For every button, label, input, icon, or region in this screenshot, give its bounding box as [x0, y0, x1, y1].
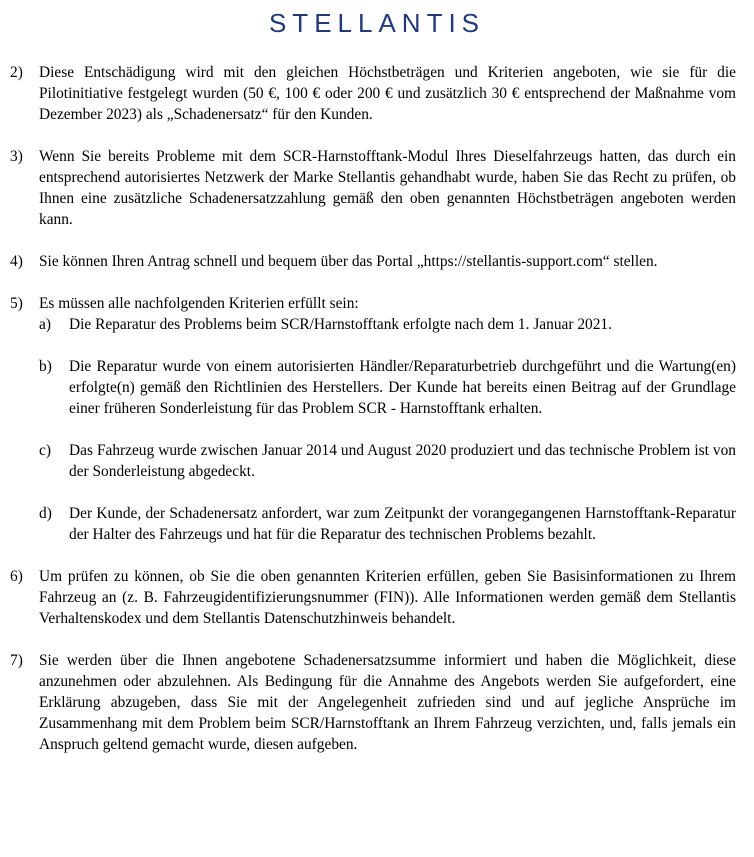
item-number: 5) — [10, 295, 23, 312]
header — [0, 0, 754, 40]
item-number: 2) — [10, 64, 23, 81]
list-item-7 — [0, 650, 754, 755]
list-item-4 — [0, 251, 754, 272]
item-text: Es müssen alle nachfolgenden Kriterien erfüllt sein: — [39, 295, 359, 312]
criterion-b — [0, 356, 754, 419]
item-number: 6) — [10, 568, 23, 585]
list-item-3 — [0, 146, 754, 230]
item-text: Diese Entschädigung wird mit den gleichen Höchstbeträgen und Kriterien angeboten, wie sie für die Pilotinitiative festgelegt wurden (50 €, 100 € oder 200 € und zusätzlich 30 € entsprechend der Maßnahme vom Dezember 2023) als „Schadenersatz“ für den Kunden. — [39, 64, 736, 123]
criterion-c — [0, 440, 754, 482]
document-body — [0, 62, 754, 776]
criterion-a — [0, 314, 754, 335]
item-number: 7) — [10, 652, 23, 669]
criterion-text: Das Fahrzeug wurde zwischen Januar 2014 und August 2020 produziert und das technische Problem ist von der Sonderleistung abgedeckt. — [69, 442, 736, 480]
list-item-2 — [0, 62, 754, 125]
item-text: Wenn Sie bereits Probleme mit dem SCR-Harnstofftank-Modul Ihres Dieselfahrzeugs hatten, das durch ein entsprechend autorisiertes Netzwerk der Marke Stellantis gehandhabt wurde, haben Sie das Recht zu prüfen, ob Ihnen eine zusätzliche Schadenersatzzahlung gemäß den oben genannten Höchstbeträgen angeboten werden kann. — [39, 148, 736, 228]
item-text: Um prüfen zu können, ob Sie die oben genannten Kriterien erfüllen, geben Sie Basisinformationen zu Ihrem Fahrzeug an (z. B. Fahrzeugidentifizierungsnummer (FIN)). Alle Informationen werden gemäß dem Stellantis Verhaltenskodex und dem Stellantis Datenschutzhinweis behandelt. — [39, 568, 736, 627]
criterion-letter: d) — [39, 505, 52, 522]
item-number: 3) — [10, 148, 23, 165]
list-item-5 — [0, 293, 754, 314]
criterion-text: Der Kunde, der Schadenersatz anfordert, war zum Zeitpunkt der vorangegangenen Harnstofftank-Reparatur der Halter des Fahrzeugs und hat für die Reparatur des technischen Problems bezahlt. — [69, 505, 736, 543]
item-text: Sie können Ihren Antrag schnell und bequem über das Portal „https://stellantis-support.com“ stellen. — [39, 253, 658, 270]
item-number: 4) — [10, 253, 23, 270]
item-text: Sie werden über die Ihnen angebotene Schadenersatzsumme informiert und haben die Möglichkeit, diese anzunehmen oder abzulehnen. Als Bedingung für die Annahme des Angebots werden Sie aufgefordert, eine Erklärung abzugeben, dass Sie mit der Angelegenheit zufrieden sind und auf jegliche Ansprüche im Zusammenhang mit dem Problem beim SCR/Harnstofftank an Ihrem Fahrzeug verzichten, und, falls jemals ein Anspruch geltend gemacht wurde, diesen aufgeben. — [39, 652, 736, 753]
criterion-text: Die Reparatur des Problems beim SCR/Harnstofftank erfolgte nach dem 1. Januar 2021. — [69, 316, 612, 333]
criterion-d — [0, 503, 754, 545]
criterion-letter: b) — [39, 358, 52, 375]
criterion-text: Die Reparatur wurde von einem autorisierten Händler/Reparaturbetrieb durchgeführt und die Wartung(en) erfolgte(n) gemäß den Richtlinien des Herstellers. Der Kunde hat bereits einen Beitrag auf der Grundlage einer früheren Sonderleistung für das Problem SCR - Harnstofftank erhalten. — [69, 358, 736, 417]
criterion-letter: a) — [39, 316, 51, 333]
list-item-6 — [0, 566, 754, 629]
stellantis-logo: STELLANTIS — [268, 8, 486, 38]
criterion-letter: c) — [39, 442, 51, 459]
